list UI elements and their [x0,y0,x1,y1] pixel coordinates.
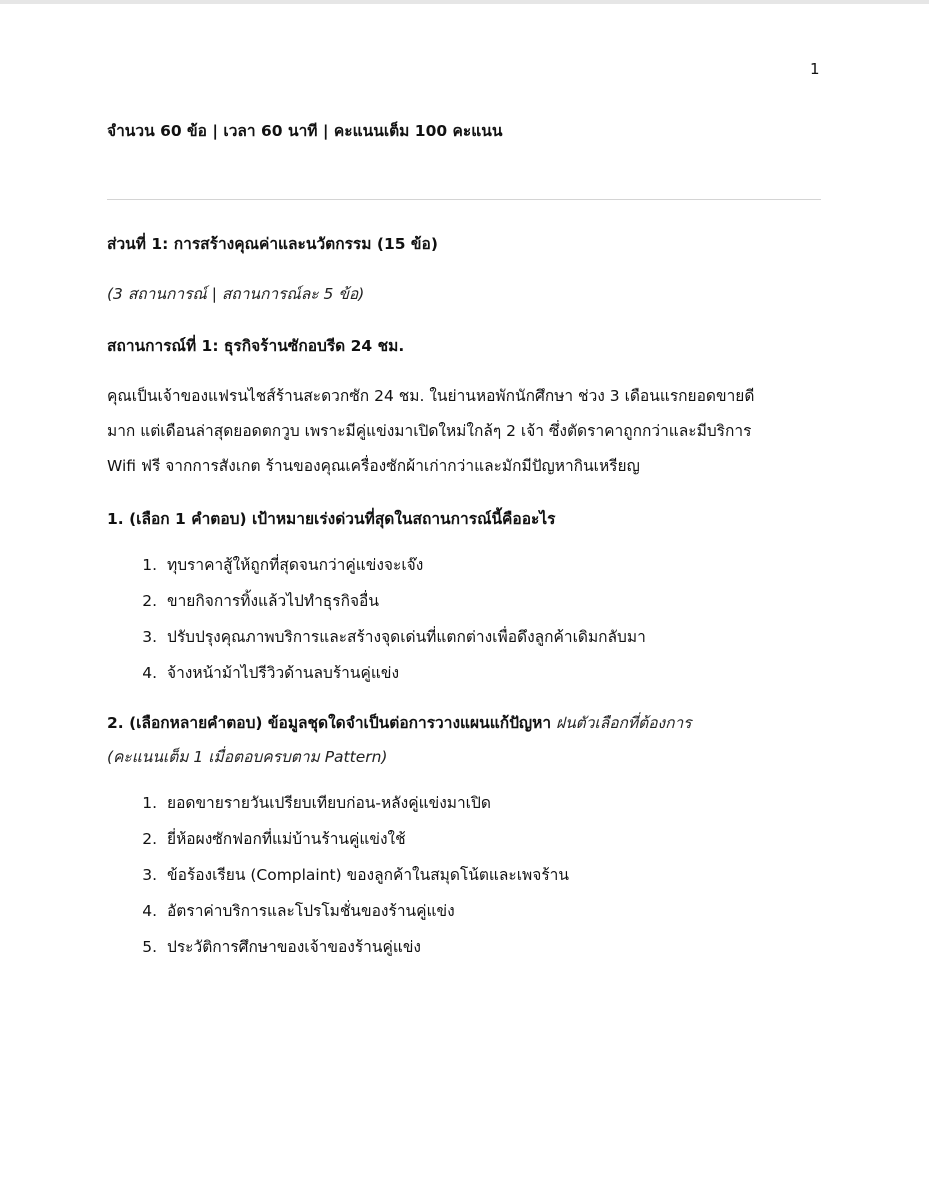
choice-label: อัตราค่าบริการและโปรโมชั่นของร้านคู่แข่ง [167,902,455,920]
choice-label: ปรับปรุงคุณภาพบริการและสร้างจุดเด่นที่แตกต่างเพื่อดึงลูกค้าเดิมกลับมา [167,628,646,646]
scenario-title: สถานการณ์ที่ 1: ธุรกิจร้านซักอบรีด 24 ชม. [107,337,405,355]
scenario-line: มาก แต่เดือนล่าสุดยอดตกวูบ เพราะมีคู่แข่งมาเปิดใหม่ใกล้ๆ 2 เจ้า ซึ่งตัดราคาถูกกว่าและมีบริการ [107,422,752,440]
section-subtitle: (3 สถานการณ์ | สถานการณ์ละ 5 ข้อ) [107,285,365,303]
page-top-edge [0,0,929,4]
scenario-line: Wifi ฟรี จากการสังเกต ร้านของคุณเครื่องซักผ้าเก่ากว่าและมักมีปัญหากินเหรียญ [107,457,640,475]
choice-item: 4. อัตราค่าบริการและโปรโมชั่นของร้านคู่แข่ง [107,898,821,924]
question-1-choices [107,552,821,686]
choice-item: 2. ยี่ห้อผงซักฟอกที่แม่บ้านร้านคู่แข่งใช้ [107,826,821,852]
question-2-instruction: ฝนตัวเลือกที่ต้องการ [555,714,692,732]
question-2-choices [107,790,821,960]
section-title: ส่วนที่ 1: การสร้างคุณค่าและนวัตกรรม (15 ข้อ) [107,235,438,253]
scenario-line: คุณเป็นเจ้าของแฟรนไชส์ร้านสะดวกซัก 24 ชม. ในย่านหอพักนักศึกษา ช่วง 3 เดือนแรกยอดขายดี [107,387,755,405]
scenario-description [107,379,821,484]
question-2-stem: 2. (เลือกหลายคำตอบ) ข้อมูลชุดใดจำเป็นต่อการวางแผนแก้ปัญหา [107,714,552,732]
choice-item: 5. ประวัติการศึกษาของเจ้าของร้านคู่แข่ง [107,934,821,960]
choice-item: 3. ข้อร้องเรียน (Complaint) ของลูกค้าในสมุดโน้ตและเพจร้าน [107,862,821,888]
choice-label: ประวัติการศึกษาของเจ้าของร้านคู่แข่ง [167,938,421,956]
document-content [107,118,821,970]
exam-info: จำนวน 60 ข้อ | เวลา 60 นาที | คะแนนเต็ม 100 คะแนน [107,122,503,140]
question-2-text [107,710,821,736]
choice-item: 4. จ้างหน้าม้าไปรีวิวด้านลบร้านคู่แข่ง [107,660,821,686]
choice-item: 1. ยอดขายรายวันเปรียบเทียบก่อน-หลังคู่แข่งมาเปิด [107,790,821,816]
choice-label: ทุบราคาสู้ให้ถูกที่สุดจนกว่าคู่แข่งจะเจ๊ง [167,556,424,574]
choice-label: ขายกิจการทิ้งแล้วไปทำธุรกิจอื่น [167,592,379,610]
choice-item: 3. ปรับปรุงคุณภาพบริการและสร้างจุดเด่นที่แตกต่างเพื่อดึงลูกค้าเดิมกลับมา [107,624,821,650]
choice-label: ยอดขายรายวันเปรียบเทียบก่อน-หลังคู่แข่งมาเปิด [167,794,491,812]
page-number: 1 [810,60,820,78]
question-1-text: 1. (เลือก 1 คำตอบ) เป้าหมายเร่งด่วนที่สุดในสถานการณ์นี้คืออะไร [107,510,556,528]
choice-item: 2. ขายกิจการทิ้งแล้วไปทำธุรกิจอื่น [107,588,821,614]
choice-label: ข้อร้องเรียน (Complaint) ของลูกค้าในสมุดโน้ตและเพจร้าน [167,866,569,884]
choice-item: 1. ทุบราคาสู้ให้ถูกที่สุดจนกว่าคู่แข่งจะเจ๊ง [107,552,821,578]
question-2-note: (คะแนนเต็ม 1 เมื่อตอบครบตาม Pattern) [107,748,388,766]
choice-label: จ้างหน้าม้าไปรีวิวด้านลบร้านคู่แข่ง [167,664,400,682]
choice-label: ยี่ห้อผงซักฟอกที่แม่บ้านร้านคู่แข่งใช้ [167,830,406,848]
